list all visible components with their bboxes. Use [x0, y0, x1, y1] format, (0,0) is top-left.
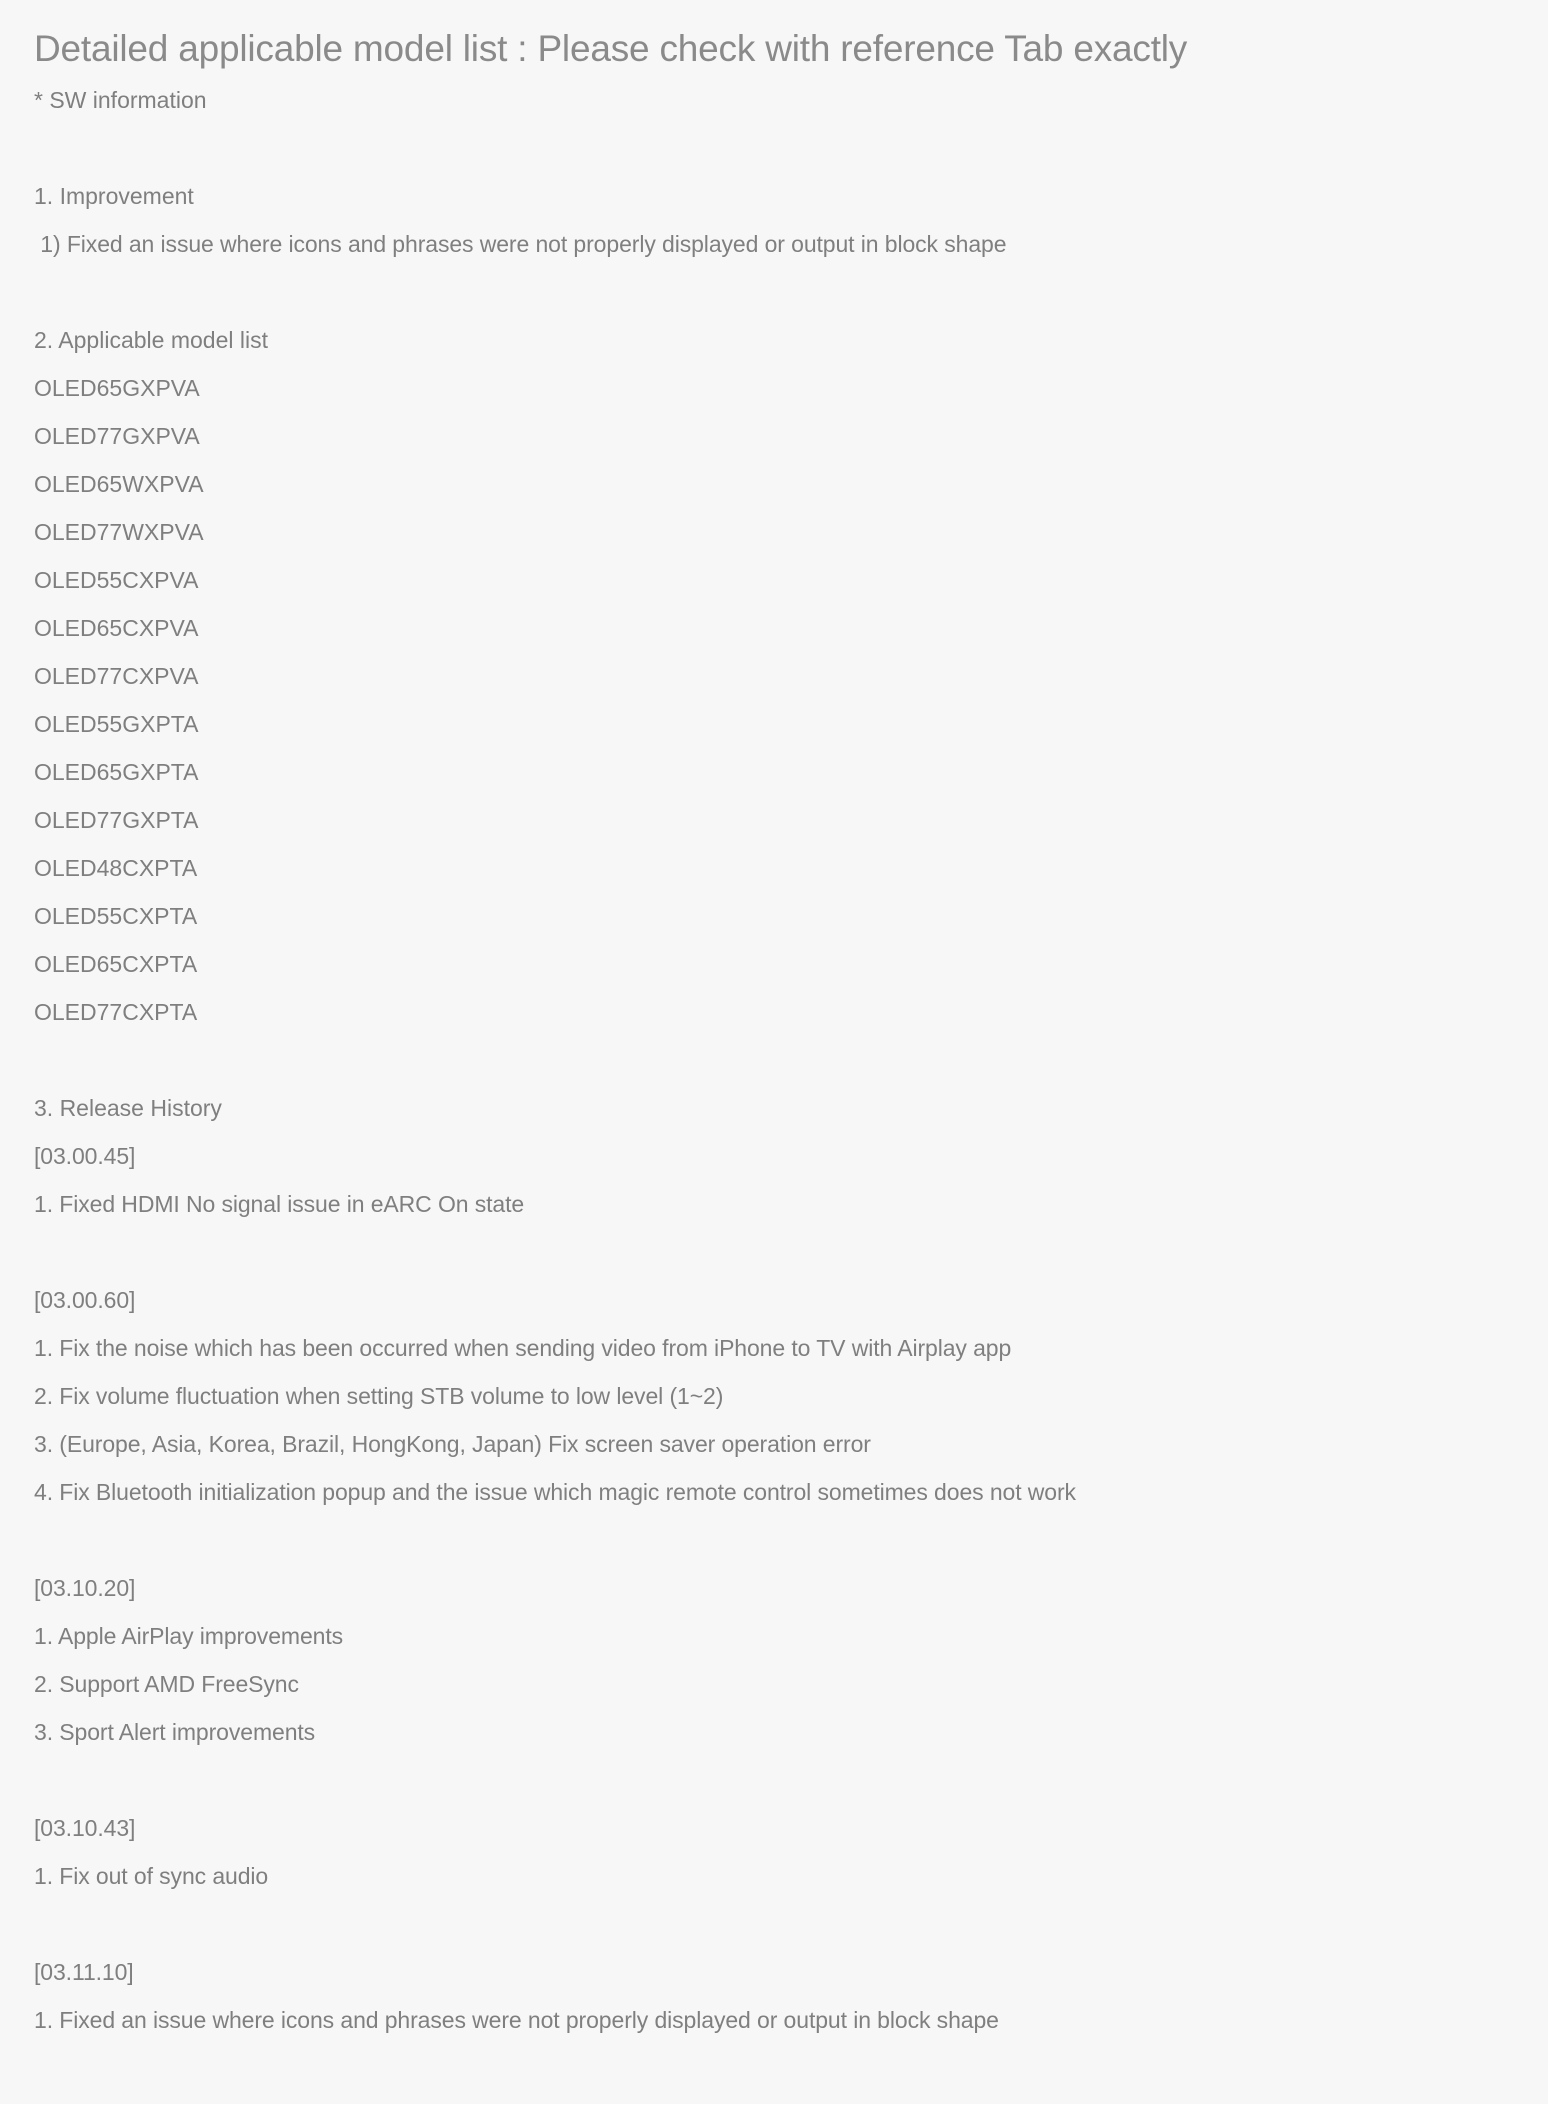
- spacer: [34, 268, 1514, 316]
- list-item: OLED65WXPVA: [34, 471, 204, 498]
- release-entry: [34, 1948, 1514, 2044]
- list-item: OLED77GXPVA: [34, 423, 200, 450]
- release-version: [03.00.60]: [34, 1287, 136, 1314]
- release-version: [03.11.10]: [34, 1959, 134, 1986]
- spacer: [34, 1228, 1514, 1276]
- list-item: OLED65GXPTA: [34, 759, 199, 786]
- list-item: OLED65CXPTA: [34, 951, 198, 978]
- list-item: OLED48CXPTA: [34, 855, 198, 882]
- release-entry: [34, 1564, 1514, 1756]
- release-item: 3. Sport Alert improvements: [34, 1719, 316, 1746]
- list-item: OLED65CXPVA: [34, 615, 199, 642]
- list-item: OLED55CXPVA: [34, 567, 199, 594]
- release-history-section: [34, 1084, 1514, 2044]
- release-history-heading: 3. Release History: [34, 1095, 222, 1122]
- release-item: 2. Fix volume fluctuation when setting STB volume to low level (1~2): [34, 1383, 724, 1410]
- release-entry: [34, 1276, 1514, 1516]
- page-title: Detailed applicable model list : Please check with reference Tab exactly: [34, 28, 1188, 69]
- applicable-model-list-heading: 2. Applicable model list: [34, 327, 268, 354]
- improvement-section: [34, 172, 1514, 268]
- release-entry: [34, 1132, 1514, 1228]
- release-item: 4. Fix Bluetooth initialization popup and the issue which magic remote control sometimes does not work: [34, 1479, 1076, 1506]
- list-item: OLED77WXPVA: [34, 519, 204, 546]
- release-item: 1. Fixed an issue where icons and phrases were not properly displayed or output in block shape: [34, 2007, 999, 2034]
- list-item: OLED77CXPVA: [34, 663, 199, 690]
- list-item: OLED55CXPTA: [34, 903, 198, 930]
- spacer: [34, 1516, 1514, 1564]
- list-item: OLED65GXPVA: [34, 375, 200, 402]
- release-version: [03.00.45]: [34, 1143, 136, 1170]
- release-item: 1. Fix out of sync audio: [34, 1863, 269, 1890]
- release-item: 3. (Europe, Asia, Korea, Brazil, HongKong, Japan) Fix screen saver operation error: [34, 1431, 871, 1458]
- improvement-item: 1) Fixed an issue where icons and phrases were not properly displayed or output in block shape: [34, 231, 1007, 258]
- applicable-model-list-section: [34, 316, 1514, 1036]
- list-item: OLED55GXPTA: [34, 711, 199, 738]
- spacer: [34, 1036, 1514, 1084]
- release-item: 1. Fix the noise which has been occurred when sending video from iPhone to TV with Airplay app: [34, 1335, 1012, 1362]
- spacer: [34, 1900, 1514, 1948]
- sw-information-label: * SW information: [34, 87, 207, 114]
- release-version: [03.10.20]: [34, 1575, 136, 1602]
- release-item: 2. Support AMD FreeSync: [34, 1671, 299, 1698]
- list-item: OLED77CXPTA: [34, 999, 198, 1026]
- release-version: [03.10.43]: [34, 1815, 136, 1842]
- improvement-heading: 1. Improvement: [34, 183, 194, 210]
- spacer: [34, 1756, 1514, 1804]
- spacer: [34, 124, 1514, 172]
- release-item: 1. Fixed HDMI No signal issue in eARC On state: [34, 1191, 525, 1218]
- list-item: OLED77GXPTA: [34, 807, 199, 834]
- release-entry: [34, 1804, 1514, 1900]
- release-item: 1. Apple AirPlay improvements: [34, 1623, 344, 1650]
